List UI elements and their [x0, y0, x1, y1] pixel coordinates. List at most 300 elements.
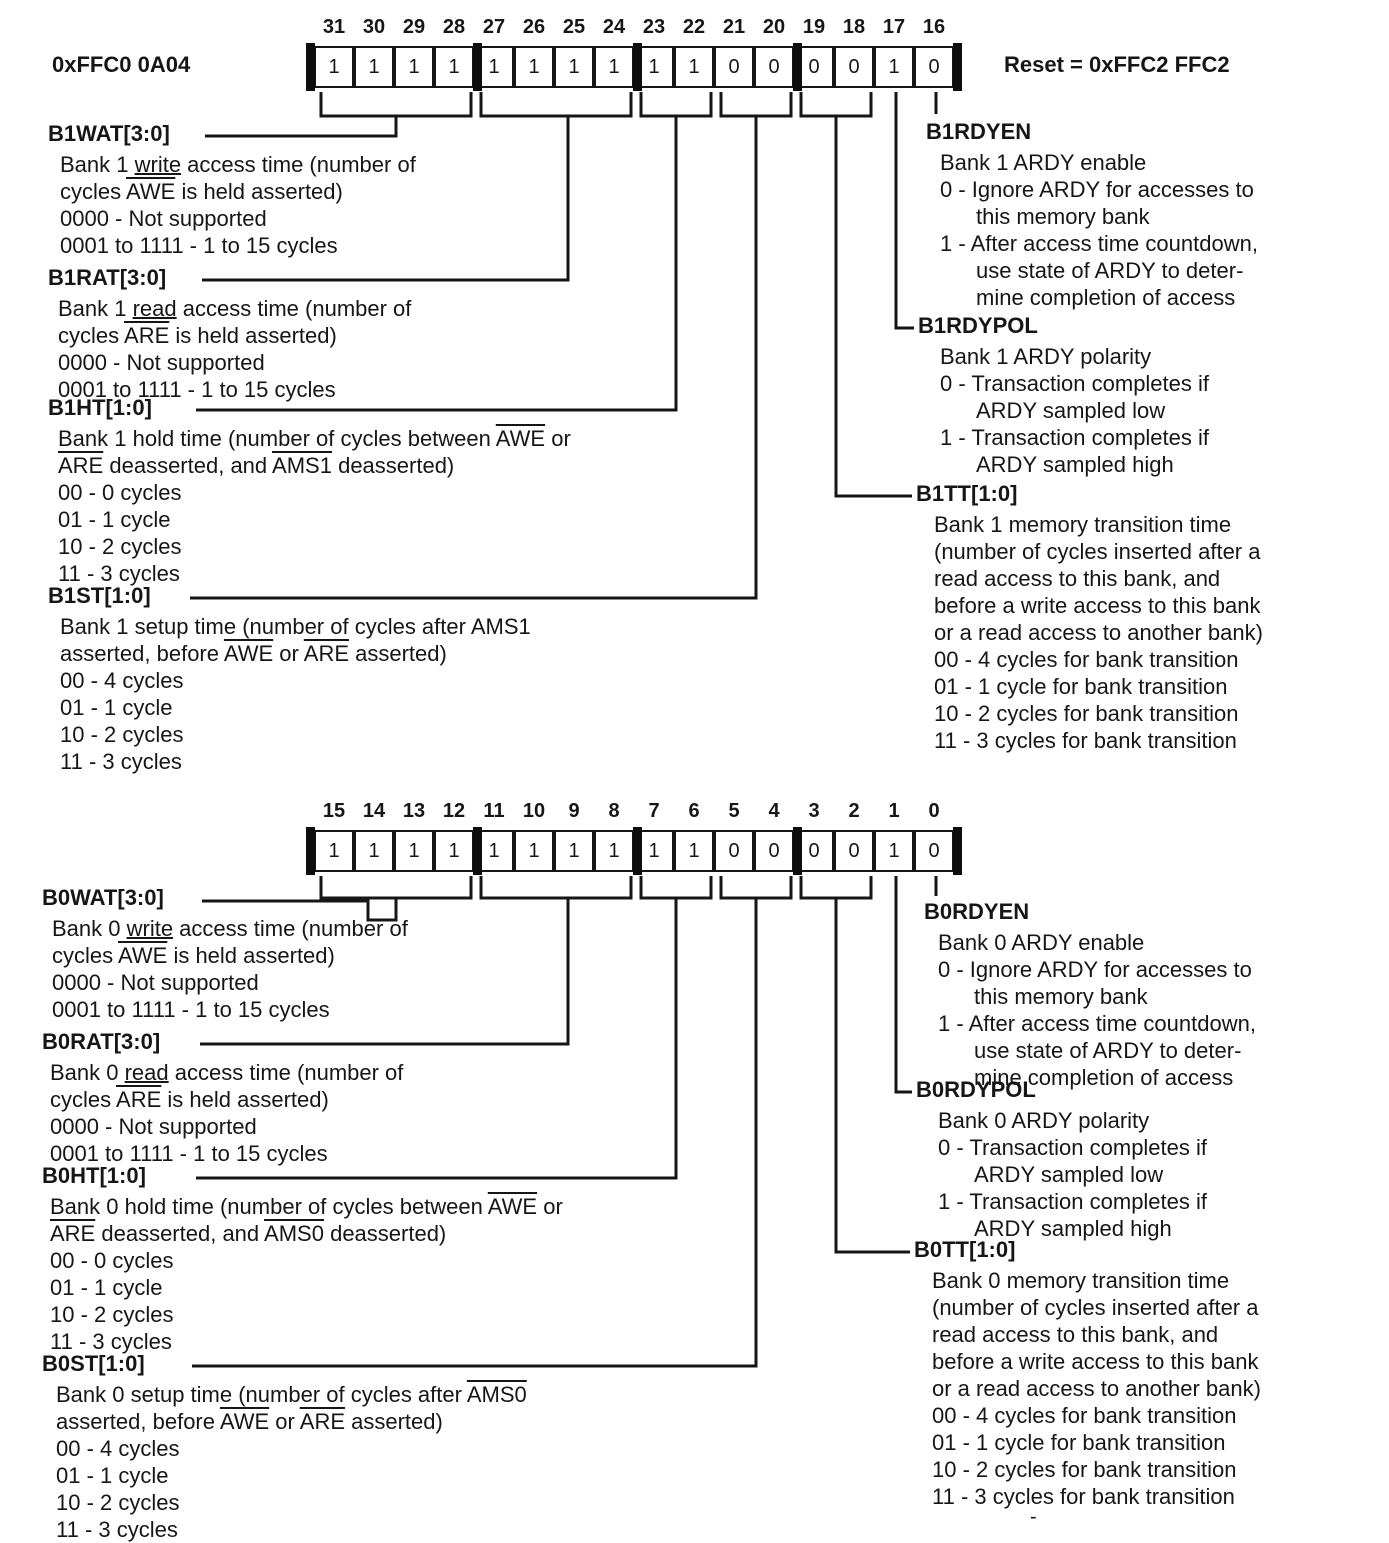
field-desc-B0HT-line2 — [50, 1221, 446, 1246]
field-desc-B1WAT-line3 — [60, 206, 267, 231]
bit-number-26: 26 — [522, 16, 546, 38]
text-run: Bank 0 ARDY enable — [938, 930, 1145, 955]
text-run: access time (number of — [176, 296, 412, 321]
text-run: 0 - Ignore ARDY for accesses to — [940, 177, 1254, 202]
bit-value-1: 1 — [888, 839, 900, 862]
field-desc-B0ST-line5 — [56, 1490, 180, 1515]
field-desc-B0WAT-line2 — [52, 943, 335, 968]
bit-number-11: 11 — [483, 800, 505, 822]
field-desc-B0TT-line3 — [932, 1322, 1218, 1347]
field-desc-B1TT-line4 — [934, 593, 1261, 618]
field-desc-B1HT-line3 — [58, 480, 182, 505]
field-desc-B0RDYPOL-line2 — [938, 1135, 1207, 1160]
text-run: 10 - 2 cycles for bank transition — [932, 1457, 1237, 1482]
text-run: 1 - After access time countdown, — [940, 231, 1258, 256]
nibble-divider — [953, 43, 962, 91]
field-desc-B1RAT-line1 — [58, 296, 411, 321]
field-label-B0RAT: B0RAT[3:0] — [42, 1029, 161, 1054]
bit-number-1: 1 — [888, 800, 900, 822]
field-desc-B1RDYEN-line6 — [976, 285, 1235, 310]
field-desc-B1ST-line6 — [60, 749, 182, 774]
bit-cell-24 — [594, 46, 634, 88]
text-run: 11 - 3 cycles — [56, 1517, 178, 1542]
bit-number-14: 14 — [362, 800, 386, 822]
bracket-b3-2 — [801, 876, 871, 898]
text-run: 0001 to 1111 - 1 to 15 cycles — [58, 377, 336, 402]
text-run: is held asserted) — [167, 943, 335, 968]
field-desc-B0WAT-line4 — [52, 997, 330, 1022]
bit-value-26: 1 — [528, 55, 540, 78]
bit-number-5: 5 — [728, 800, 740, 822]
bracket-b11-8 — [481, 876, 631, 898]
lead-B0RDYPOL — [896, 876, 912, 1092]
field-label-B0RDYPOL: B0RDYPOL — [916, 1077, 1036, 1102]
text-run: 10 - 2 cycles for bank transition — [934, 701, 1239, 726]
bit-number-27: 27 — [482, 16, 506, 38]
bracket-b27-24 — [481, 92, 631, 116]
bit-value-22: 1 — [688, 55, 700, 78]
text-run: 1 - After access time countdown, — [938, 1011, 1256, 1036]
text-run: mine completion of access — [976, 285, 1236, 310]
bit-number-9: 9 — [568, 800, 580, 822]
bit-cell-5 — [714, 830, 754, 872]
text-run: 00 - 4 cycles for bank transition — [934, 647, 1239, 672]
field-desc-B1HT-line1 — [58, 426, 571, 451]
register-address: 0xFFC0 0A04 — [52, 52, 191, 77]
text-run: Bank 0 — [52, 916, 127, 941]
text-run: deasserted) — [331, 453, 455, 478]
bit-number-13: 13 — [402, 800, 426, 822]
lead-B0ST — [192, 898, 756, 1366]
field-desc-B1WAT-line1 — [60, 152, 416, 177]
field-desc-B1HT-line5 — [58, 534, 182, 559]
bracket-b15-12 — [321, 876, 471, 898]
bit-value-27: 1 — [488, 55, 500, 78]
field-desc-B0RDYEN-line2 — [938, 957, 1252, 982]
text-run: 01 - 1 cycle for bank transition — [932, 1430, 1226, 1455]
bit-cell-10 — [514, 830, 554, 872]
bit-cell-8 — [594, 830, 634, 872]
text-run: 00 - 0 cycles — [50, 1248, 174, 1273]
text-run: Bank 1 memory transition time — [934, 512, 1232, 537]
bit-number-19: 19 — [802, 16, 826, 38]
lead-B0TT — [836, 898, 910, 1252]
bit-number-20: 20 — [762, 16, 786, 38]
field-label-B1ST: B1ST[1:0] — [48, 583, 151, 608]
underlined-word: write — [126, 916, 174, 941]
field-desc-B1ST-line4 — [60, 695, 173, 720]
bit-value-31: 1 — [328, 55, 340, 78]
text-run: before a write access to this bank — [932, 1349, 1259, 1374]
bit-value-21: 0 — [728, 55, 740, 78]
text-run: 0000 - Not supported — [50, 1114, 257, 1139]
bit-cell-29 — [394, 46, 434, 88]
bit-number-30: 30 — [362, 16, 386, 38]
bit-cell-22 — [674, 46, 714, 88]
text-run: (number of cycles inserted after a — [932, 1295, 1259, 1320]
bit-cell-17 — [874, 46, 914, 88]
field-label-B0ST: B0ST[1:0] — [42, 1351, 145, 1376]
field-desc-B1RDYPOL-line4 — [940, 425, 1209, 450]
underlined-word: read — [132, 296, 177, 321]
bit-number-31: 31 — [322, 16, 346, 38]
field-desc-B0RDYPOL-line3 — [974, 1162, 1163, 1187]
lead-B1TT — [836, 116, 912, 496]
text-run: 0000 - Not supported — [58, 350, 265, 375]
field-desc-B0ST-line3 — [56, 1436, 180, 1461]
field-desc-B1ST-line5 — [60, 722, 184, 747]
field-desc-B0WAT-line3 — [52, 970, 259, 995]
bit-number-12: 12 — [442, 800, 466, 822]
text-run: 00 - 4 cycles for bank transition — [932, 1403, 1237, 1428]
field-label-B0RDYEN: B0RDYEN — [924, 899, 1030, 924]
field-desc-B0TT-line6 — [932, 1403, 1236, 1428]
bit-value-3: 0 — [808, 839, 820, 862]
text-run: cycles — [58, 323, 125, 348]
field-desc-B0RAT-line1 — [50, 1060, 403, 1085]
overlined-signal: $\overline{AWE}$ — [118, 943, 168, 968]
text-run: asserted) — [345, 1409, 443, 1434]
field-desc-B1RDYEN-line4 — [940, 231, 1258, 256]
nibble-divider — [473, 827, 482, 875]
text-run: is held asserted) — [161, 1087, 329, 1112]
field-desc-B0RDYPOL-line4 — [938, 1189, 1207, 1214]
stray-scan-mark: - — [1030, 1506, 1037, 1528]
bit-value-5: 0 — [728, 839, 740, 862]
bit-cell-21 — [714, 46, 754, 88]
bit-number-16: 16 — [922, 16, 946, 38]
bit-number-28: 28 — [442, 16, 466, 38]
field-desc-B0RDYEN-line5 — [974, 1038, 1241, 1063]
text-run: 00 - 4 cycles — [56, 1436, 180, 1461]
field-desc-B0TT-line2 — [932, 1295, 1258, 1320]
field-desc-B1TT-line6 — [934, 647, 1238, 672]
bit-value-25: 1 — [568, 55, 580, 78]
bit-value-2: 0 — [848, 839, 860, 862]
bit-value-12: 1 — [448, 839, 460, 862]
underlined-word: write — [134, 152, 182, 177]
bit-cell-1 — [874, 830, 914, 872]
text-run: access time (number of — [173, 916, 408, 941]
bit-cell-14 — [354, 830, 394, 872]
field-desc-B0HT-line4 — [50, 1275, 163, 1300]
field-desc-B0TT-line5 — [932, 1376, 1261, 1401]
bracket-b23-22 — [641, 92, 711, 116]
bit-value-16: 0 — [928, 55, 940, 78]
bit-cell-31 — [314, 46, 354, 88]
field-desc-B1WAT-line2 — [60, 179, 343, 204]
field-desc-B0TT-line1 — [932, 1268, 1229, 1293]
field-desc-B1RAT-line3 — [58, 350, 265, 375]
text-run: deasserted) — [323, 1221, 447, 1246]
field-desc-B1RAT-line2 — [58, 323, 337, 348]
field-desc-B0HT-line1 — [50, 1194, 563, 1219]
text-run: 11 - 3 cycles — [50, 1329, 172, 1354]
bit-cell-28 — [434, 46, 474, 88]
overlined-signal: $\overline{AWE}$ — [126, 179, 176, 204]
bracket-b7-6 — [641, 876, 711, 898]
field-desc-B1TT-line8 — [934, 701, 1238, 726]
text-run: Bank 1 hold time (number of cycles between — [58, 426, 496, 451]
text-run: Bank 0 memory transition time — [932, 1268, 1230, 1293]
bit-cell-15 — [314, 830, 354, 872]
bit-cell-16 — [914, 46, 954, 88]
text-run: 0 - Transaction completes if — [938, 1135, 1208, 1160]
nibble-divider — [306, 827, 315, 875]
text-run: deasserted, and — [103, 453, 273, 478]
underlined-word: read — [124, 1060, 169, 1085]
field-label-B1RDYPOL: B1RDYPOL — [918, 313, 1038, 338]
text-run: 01 - 1 cycle — [56, 1463, 169, 1488]
text-run: or — [537, 1194, 563, 1219]
text-run: 0 - Ignore ARDY for accesses to — [938, 957, 1252, 982]
bit-value-9: 1 — [568, 839, 580, 862]
text-run: asserted, before — [60, 641, 224, 666]
overlined-signal: $\overline{AWE}$ — [219, 1409, 270, 1434]
bit-cell-0 — [914, 830, 954, 872]
text-run: 01 - 1 cycle — [50, 1275, 163, 1300]
field-desc-B1TT-line5 — [934, 620, 1263, 645]
text-run: Bank 1 setup time (number of cycles after AMS1 — [60, 614, 531, 639]
field-label-B0WAT: B0WAT[3:0] — [42, 885, 164, 910]
field-desc-B0TT-line7 — [932, 1430, 1225, 1455]
bit-cell-18 — [834, 46, 874, 88]
bit-value-11: 1 — [488, 839, 500, 862]
text-run: or — [545, 426, 571, 451]
overlined-signal: $\overline{ARE}$ — [50, 1221, 96, 1246]
bit-number-15: 15 — [322, 800, 346, 822]
bit-value-15: 1 — [328, 839, 340, 862]
text-run: 0001 to 1111 - 1 to 15 cycles — [60, 233, 338, 258]
bit-number-4: 4 — [768, 800, 780, 822]
bit-value-8: 1 — [608, 839, 620, 862]
text-run: deasserted, and — [95, 1221, 265, 1246]
nibble-divider — [633, 827, 642, 875]
text-run: use state of ARDY to deter- — [974, 1038, 1242, 1063]
overlined-signal: $\overline{ARE}$ — [299, 1409, 346, 1434]
bit-cell-6 — [674, 830, 714, 872]
field-desc-B0TT-line9 — [932, 1484, 1235, 1509]
bit-number-17: 17 — [882, 16, 906, 38]
nibble-divider — [306, 43, 315, 91]
text-run: (number of cycles inserted after a — [934, 539, 1261, 564]
field-desc-B1RDYEN-line5 — [976, 258, 1243, 283]
bit-cell-2 — [834, 830, 874, 872]
field-desc-B0ST-line2 — [56, 1409, 443, 1434]
bit-number-8: 8 — [608, 800, 620, 822]
overlined-signal: $\overline{ARE}$ — [124, 323, 170, 348]
text-run: this memory bank — [976, 204, 1150, 229]
text-run: mine completion of access — [974, 1065, 1234, 1090]
text-run: 0000 - Not supported — [60, 206, 267, 231]
bit-value-29: 1 — [408, 55, 420, 78]
bit-number-7: 7 — [648, 800, 660, 822]
text-run: 0 - Transaction completes if — [940, 371, 1210, 396]
bit-value-20: 0 — [768, 55, 780, 78]
text-run: cycles — [52, 943, 119, 968]
text-run: 10 - 2 cycles — [58, 534, 182, 559]
text-run: 01 - 1 cycle for bank transition — [934, 674, 1228, 699]
lead-B1RDYPOL — [896, 92, 914, 328]
field-desc-B1TT-line7 — [934, 674, 1227, 699]
text-run: access time (number of — [181, 152, 416, 177]
field-desc-B1ST-line1 — [60, 614, 531, 639]
bit-cell-12 — [434, 830, 474, 872]
field-label-B0TT: B0TT[1:0] — [914, 1237, 1016, 1262]
text-run: 11 - 3 cycles — [58, 561, 180, 586]
field-desc-B0TT-line4 — [932, 1349, 1259, 1374]
text-run: 1 - Transaction completes if — [940, 425, 1210, 450]
overlined-signal: AMS0 — [466, 1382, 527, 1407]
bit-value-6: 1 — [688, 839, 700, 862]
bit-number-21: 21 — [722, 16, 746, 38]
field-desc-B0ST-line1 — [56, 1382, 527, 1407]
text-run: before a write access to this bank — [934, 593, 1261, 618]
text-run: 0000 - Not supported — [52, 970, 259, 995]
text-run: is held asserted) — [169, 323, 337, 348]
text-run: Bank 1 — [60, 152, 135, 177]
field-desc-B1HT-line4 — [58, 507, 171, 532]
bit-value-30: 1 — [368, 55, 380, 78]
bit-value-7: 1 — [648, 839, 660, 862]
text-run: read access to this bank, and — [934, 566, 1221, 591]
field-desc-B1TT-line1 — [934, 512, 1231, 537]
text-run: 11 - 3 cycles — [60, 749, 182, 774]
nibble-divider — [633, 43, 642, 91]
bracket-b19-18 — [801, 92, 871, 116]
bit-cell-4 — [754, 830, 794, 872]
bit-value-10: 1 — [528, 839, 540, 862]
field-desc-B1WAT-line4 — [60, 233, 338, 258]
text-run: ARDY sampled low — [974, 1162, 1164, 1187]
text-run: Bank 1 ARDY enable — [940, 150, 1147, 175]
text-run: asserted) — [349, 641, 447, 666]
bit-number-3: 3 — [808, 800, 820, 822]
bit-cell-25 — [554, 46, 594, 88]
bit-number-0: 0 — [928, 800, 940, 822]
field-label-B1RAT: B1RAT[3:0] — [48, 265, 167, 290]
text-run: read access to this bank, and — [932, 1322, 1219, 1347]
bit-number-24: 24 — [602, 16, 626, 38]
bit-number-22: 22 — [682, 16, 706, 38]
text-run: 0001 to 1111 - 1 to 15 cycles — [50, 1141, 328, 1166]
text-run: 10 - 2 cycles — [56, 1490, 180, 1515]
bit-value-19: 0 — [808, 55, 820, 78]
text-run: 11 - 3 cycles for bank transition — [932, 1484, 1235, 1509]
bit-number-6: 6 — [688, 800, 700, 822]
overlined-signal: AMS0 — [264, 1221, 324, 1246]
overlined-signal: $\overline{AWE}$ — [495, 426, 546, 451]
text-run: Bank 1 ARDY polarity — [940, 344, 1152, 369]
text-run: 00 - 4 cycles — [60, 668, 184, 693]
overlined-signal: AMS1 — [272, 453, 332, 478]
bit-number-29: 29 — [402, 16, 426, 38]
text-run: cycles — [50, 1087, 117, 1112]
bracket-b5-4 — [721, 876, 791, 898]
field-label-B1RDYEN: B1RDYEN — [926, 119, 1032, 144]
text-run: use state of ARDY to deter- — [976, 258, 1244, 283]
bracket-b31-28 — [321, 92, 471, 116]
text-run: 1 - Transaction completes if — [938, 1189, 1208, 1214]
text-run: ARDY sampled high — [976, 452, 1174, 477]
bit-value-28: 1 — [448, 55, 460, 78]
field-desc-B0RAT-line2 — [50, 1087, 329, 1112]
bit-value-24: 1 — [608, 55, 620, 78]
field-desc-B1TT-line3 — [934, 566, 1220, 591]
overlined-signal: $\overline{ARE}$ — [116, 1087, 162, 1112]
text-run: 00 - 0 cycles — [58, 480, 182, 505]
field-desc-B1RDYPOL-line5 — [976, 452, 1174, 477]
bit-value-17: 1 — [888, 55, 900, 78]
field-desc-B1ST-line3 — [60, 668, 184, 693]
text-run: Bank 0 hold time (number of cycles between — [50, 1194, 488, 1219]
text-run: or a read access to another bank) — [934, 620, 1263, 645]
text-run: access time (number of — [168, 1060, 404, 1085]
field-label-B1TT: B1TT[1:0] — [916, 481, 1018, 506]
field-desc-B0HT-line5 — [50, 1302, 174, 1327]
bit-value-18: 0 — [848, 55, 860, 78]
field-desc-B1HT-line2 — [58, 453, 454, 478]
field-desc-B1TT-line9 — [934, 728, 1237, 753]
text-run: or — [269, 1409, 300, 1434]
bit-value-23: 1 — [648, 55, 660, 78]
field-desc-B0WAT-line1 — [52, 916, 408, 941]
bit-number-2: 2 — [848, 800, 860, 822]
bit-value-13: 1 — [408, 839, 420, 862]
bit-value-4: 0 — [768, 839, 780, 862]
bit-number-23: 23 — [642, 16, 666, 38]
text-run: Bank 0 — [50, 1060, 125, 1085]
text-run: asserted, before — [56, 1409, 220, 1434]
lead-B1WAT — [205, 116, 396, 136]
field-desc-B1TT-line2 — [934, 539, 1260, 564]
bracket-b21-20 — [721, 92, 791, 116]
bit-cell-20 — [754, 46, 794, 88]
overlined-signal: $\overline{ARE}$ — [58, 453, 104, 478]
bit-number-25: 25 — [562, 16, 586, 38]
nibble-divider — [473, 43, 482, 91]
field-desc-B0HT-line3 — [50, 1248, 174, 1273]
field-desc-B0RDYEN-line4 — [938, 1011, 1256, 1036]
bit-cell-9 — [554, 830, 594, 872]
text-run: 10 - 2 cycles — [60, 722, 184, 747]
field-desc-B1RDYPOL-line1 — [940, 344, 1151, 369]
text-run: or — [273, 641, 304, 666]
nibble-divider — [953, 827, 962, 875]
field-label-B1HT: B1HT[1:0] — [48, 395, 152, 420]
text-run: 11 - 3 cycles for bank transition — [934, 728, 1237, 753]
bit-number-10: 10 — [522, 800, 546, 822]
text-run: 01 - 1 cycle — [58, 507, 171, 532]
text-run: this memory bank — [974, 984, 1148, 1009]
text-run: Bank 0 setup time (number of cycles after — [56, 1382, 467, 1407]
bit-number-18: 18 — [842, 16, 866, 38]
text-run: is held asserted) — [175, 179, 343, 204]
field-desc-B1RDYEN-line3 — [976, 204, 1150, 229]
text-run: or a read access to another bank) — [932, 1376, 1261, 1401]
text-run: 0001 to 1111 - 1 to 15 cycles — [52, 997, 330, 1022]
overlined-signal: $\overline{AWE}$ — [223, 641, 274, 666]
field-desc-B0TT-line8 — [932, 1457, 1236, 1482]
field-desc-B1ST-line2 — [60, 641, 447, 666]
bit-value-0: 0 — [928, 839, 940, 862]
field-desc-B0RAT-line3 — [50, 1114, 257, 1139]
bit-value-14: 1 — [368, 839, 380, 862]
overlined-signal: $\overline{AWE}$ — [487, 1194, 538, 1219]
text-run: Bank 1 — [58, 296, 133, 321]
text-run: ARDY sampled high — [974, 1216, 1172, 1241]
field-label-B0HT: B0HT[1:0] — [42, 1163, 146, 1188]
